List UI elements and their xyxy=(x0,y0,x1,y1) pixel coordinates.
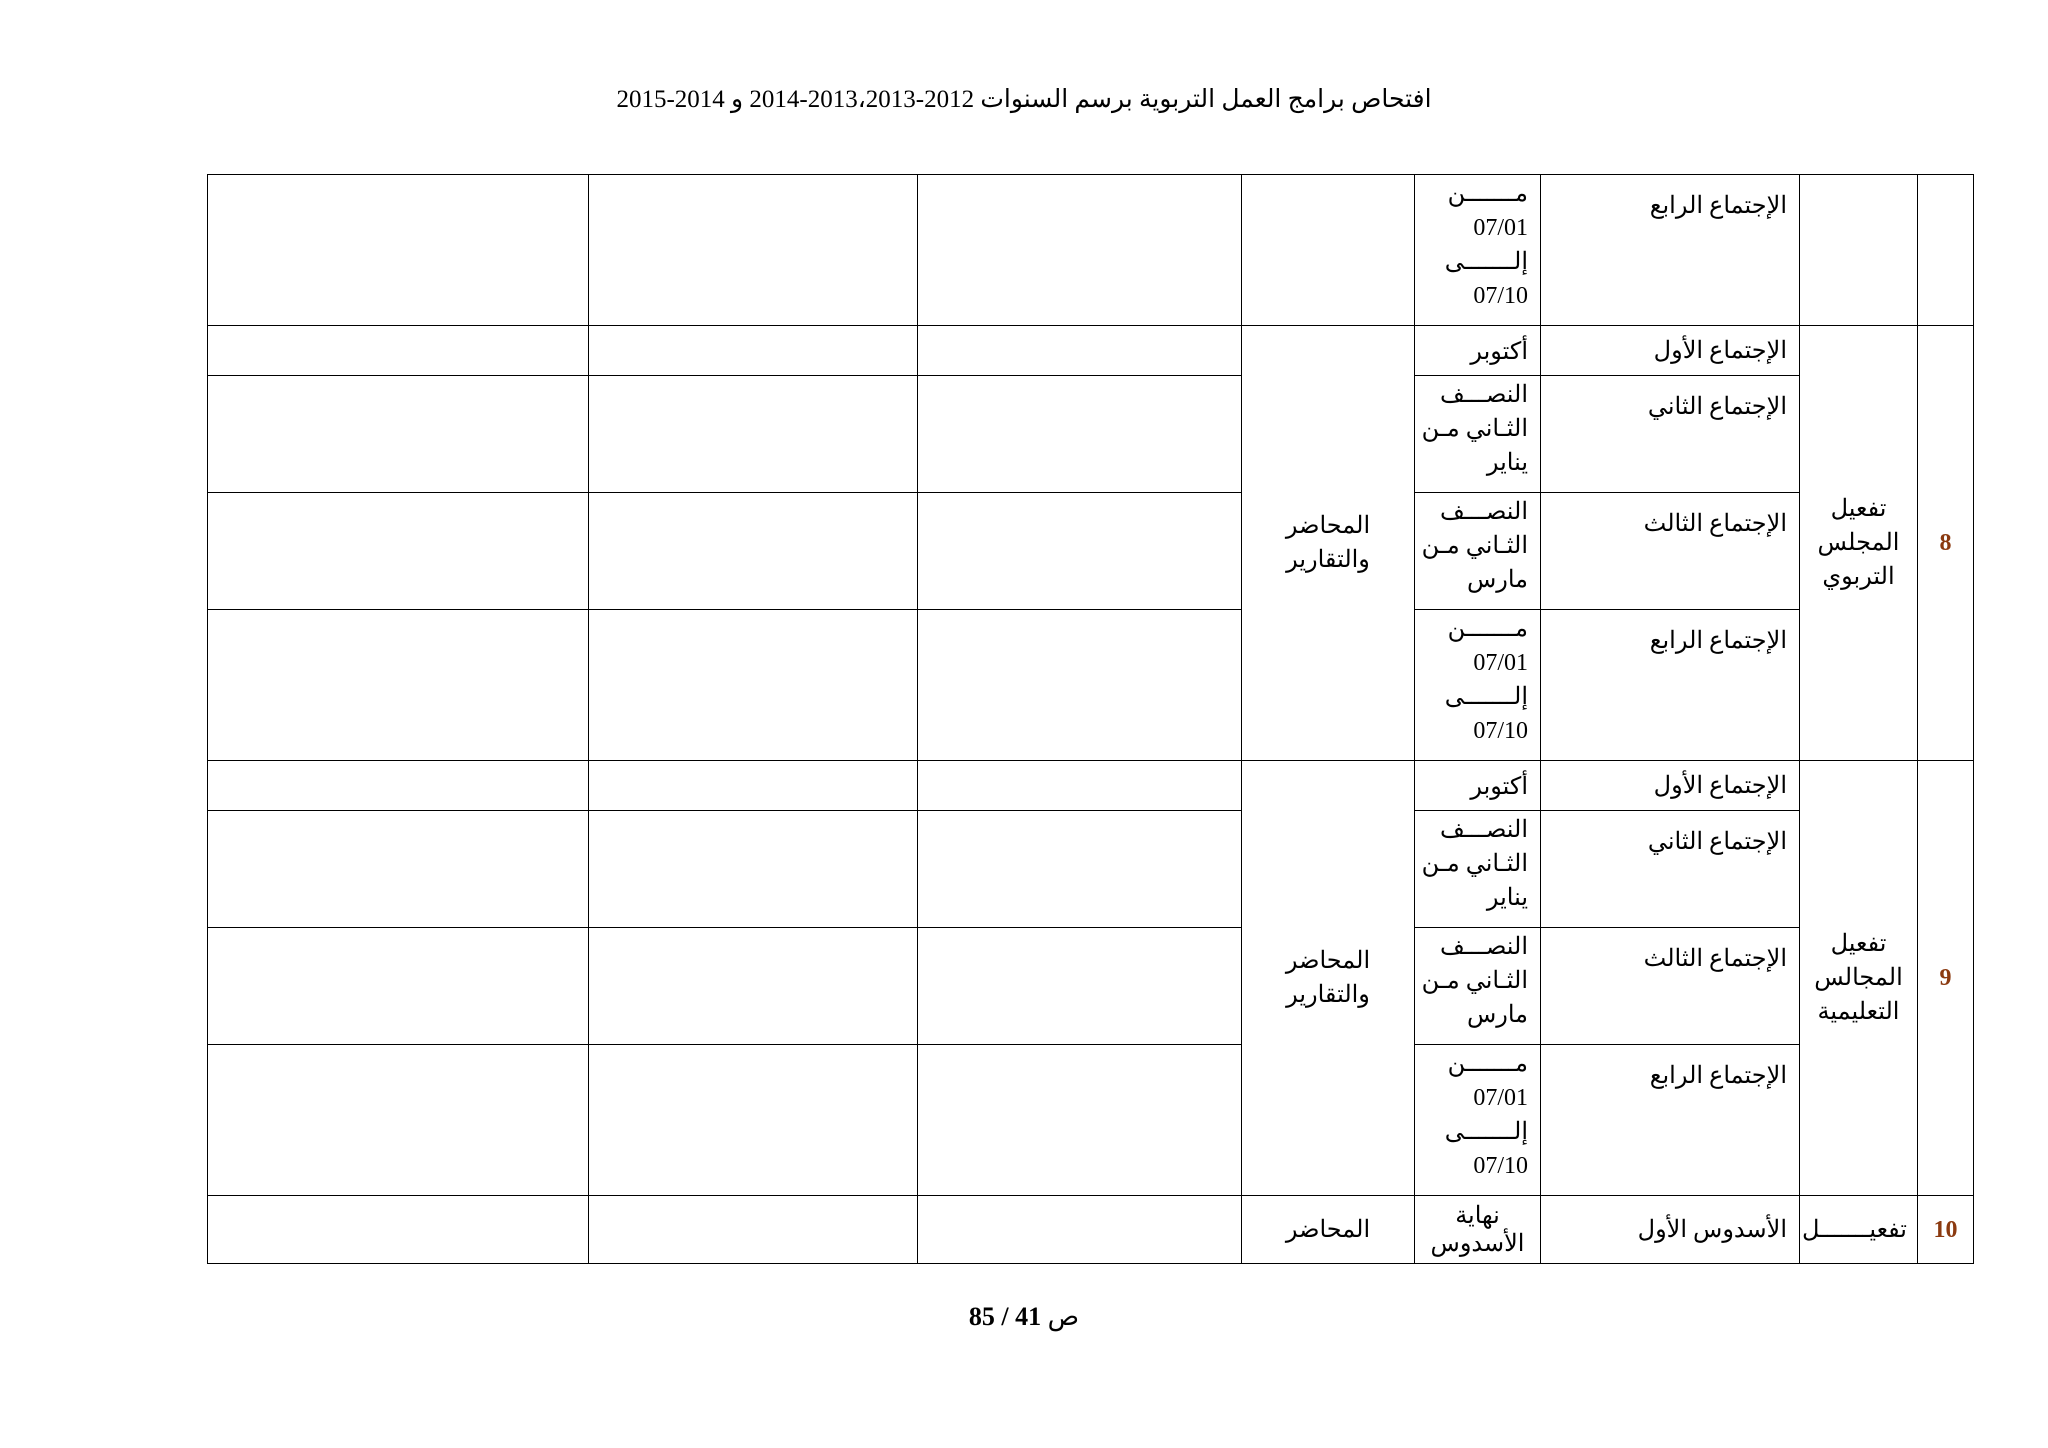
date-line: 07/10 xyxy=(1473,1153,1528,1179)
date-cell: أكتوبر xyxy=(1415,326,1541,376)
date-cell xyxy=(1415,493,1541,610)
documents-cell xyxy=(1242,175,1415,326)
documents-cell xyxy=(1242,761,1415,1196)
date-line: الأسدوس xyxy=(1430,1230,1525,1257)
date-line: الثـاني مـن xyxy=(1421,851,1528,877)
empty-cell xyxy=(208,376,589,493)
date-line: النصـــف xyxy=(1440,499,1528,525)
empty-cell xyxy=(589,326,918,376)
documents-line: المحاضر xyxy=(1285,948,1371,974)
empty-cell xyxy=(918,1045,1242,1196)
date-line: يناير xyxy=(1486,450,1528,476)
page-number xyxy=(0,1302,2048,1332)
date-cell xyxy=(1415,175,1541,326)
meeting-cell: الإجتماع الرابع xyxy=(1541,610,1800,761)
table-row xyxy=(208,1196,1974,1264)
page-total: 85 xyxy=(968,1302,995,1331)
date-line: مـــــــن xyxy=(1447,181,1528,207)
date-line: 07/10 xyxy=(1473,718,1528,744)
date-cell xyxy=(1415,928,1541,1045)
documents-line: المحاضر xyxy=(1285,513,1371,539)
table-row xyxy=(208,928,1974,1045)
empty-cell xyxy=(589,811,918,928)
empty-cell xyxy=(589,376,918,493)
page-header-title: افتحاص برامج العمل التربوية برسم السنوات 2012-2013،2013-2014 و 2014-2015 xyxy=(616,86,1432,113)
date-cell xyxy=(1415,1196,1541,1264)
row-number: 8 xyxy=(1918,326,1974,761)
date-cell xyxy=(1415,610,1541,761)
empty-cell xyxy=(918,493,1242,610)
page-separator: / xyxy=(1001,1302,1009,1331)
topic-line: التعليمية xyxy=(1817,999,1900,1025)
date-cell: أكتوبر xyxy=(1415,761,1541,811)
empty-cell xyxy=(208,493,589,610)
topic-line: المجلس xyxy=(1817,530,1900,556)
empty-cell xyxy=(589,1196,918,1264)
page-abbrev: ص xyxy=(1047,1302,1080,1331)
empty-cell xyxy=(589,928,918,1045)
date-line: يناير xyxy=(1486,885,1528,911)
date-line: مارس xyxy=(1466,567,1528,593)
date-line: مـــــــن xyxy=(1447,616,1528,642)
empty-cell xyxy=(589,761,918,811)
empty-cell xyxy=(918,1196,1242,1264)
date-cell xyxy=(1415,1045,1541,1196)
date-line: إلـــــــى xyxy=(1444,1119,1528,1145)
date-line: مارس xyxy=(1466,1002,1528,1028)
meeting-cell: الإجتماع الرابع xyxy=(1541,175,1800,326)
empty-cell xyxy=(208,1196,589,1264)
date-line: 07/10 xyxy=(1473,283,1528,309)
topic-cell xyxy=(1800,175,1918,326)
empty-cell xyxy=(208,610,589,761)
topic-line: المجالس xyxy=(1814,965,1903,991)
empty-cell xyxy=(208,811,589,928)
date-line: 07/01 xyxy=(1473,215,1528,241)
date-line: إلـــــــى xyxy=(1444,249,1528,275)
table-row xyxy=(208,811,1974,928)
date-line: إلـــــــى xyxy=(1444,684,1528,710)
program-table xyxy=(207,174,1974,1264)
date-line: النصـــف xyxy=(1440,817,1528,843)
empty-cell xyxy=(918,928,1242,1045)
table-row xyxy=(208,326,1974,376)
date-line: الثـاني مـن xyxy=(1421,968,1528,994)
empty-cell xyxy=(208,761,589,811)
table-row xyxy=(208,376,1974,493)
table-row xyxy=(208,761,1974,811)
date-line: النصـــف xyxy=(1440,934,1528,960)
empty-cell xyxy=(208,326,589,376)
empty-cell xyxy=(918,610,1242,761)
date-line: 07/01 xyxy=(1473,1085,1528,1111)
meeting-cell: الإجتماع الرابع xyxy=(1541,1045,1800,1196)
topic-cell xyxy=(1800,761,1918,1196)
topic-line: تفعيل xyxy=(1830,496,1887,522)
topic-cell xyxy=(1800,326,1918,761)
date-line: الثـاني مـن xyxy=(1421,416,1528,442)
meeting-cell: الإجتماع الأول xyxy=(1541,326,1800,376)
date-line: نهاية xyxy=(1455,1202,1500,1229)
meeting-cell: الإجتماع الثالث xyxy=(1541,928,1800,1045)
empty-cell xyxy=(918,326,1242,376)
table-row xyxy=(208,610,1974,761)
empty-cell xyxy=(208,1045,589,1196)
table-row xyxy=(208,493,1974,610)
page-current: 41 xyxy=(1015,1302,1042,1331)
meeting-cell: الإجتماع الثالث xyxy=(1541,493,1800,610)
date-line: 07/01 xyxy=(1473,650,1528,676)
empty-cell xyxy=(589,610,918,761)
row-number: 9 xyxy=(1918,761,1974,1196)
date-cell xyxy=(1415,376,1541,493)
documents-line: والتقارير xyxy=(1286,982,1370,1008)
table-row xyxy=(208,1045,1974,1196)
empty-cell xyxy=(589,493,918,610)
empty-cell xyxy=(918,761,1242,811)
topic-line: تفعيل xyxy=(1830,931,1887,957)
date-line: الثـاني مـن xyxy=(1421,533,1528,559)
empty-cell xyxy=(589,1045,918,1196)
documents-cell xyxy=(1242,326,1415,761)
documents-line: والتقارير xyxy=(1286,547,1370,573)
meeting-cell: الإجتماع الثاني xyxy=(1541,376,1800,493)
table-row xyxy=(208,175,1974,326)
meeting-cell: الإجتماع الأول xyxy=(1541,761,1800,811)
date-line: مـــــــن xyxy=(1447,1051,1528,1077)
date-line: النصـــف xyxy=(1440,382,1528,408)
empty-cell xyxy=(208,175,589,326)
documents-cell: المحاضر xyxy=(1242,1196,1415,1264)
meeting-cell: الأسدوس الأول xyxy=(1541,1196,1800,1264)
number-cell xyxy=(1918,175,1974,326)
date-cell xyxy=(1415,811,1541,928)
empty-cell xyxy=(208,928,589,1045)
topic-cell: تفعيـــــــل xyxy=(1800,1196,1918,1264)
empty-cell xyxy=(589,175,918,326)
topic-line: التربوي xyxy=(1822,564,1895,590)
meeting-cell: الإجتماع الثاني xyxy=(1541,811,1800,928)
empty-cell xyxy=(918,811,1242,928)
row-number: 10 xyxy=(1918,1196,1974,1264)
empty-cell xyxy=(918,376,1242,493)
empty-cell xyxy=(918,175,1242,326)
